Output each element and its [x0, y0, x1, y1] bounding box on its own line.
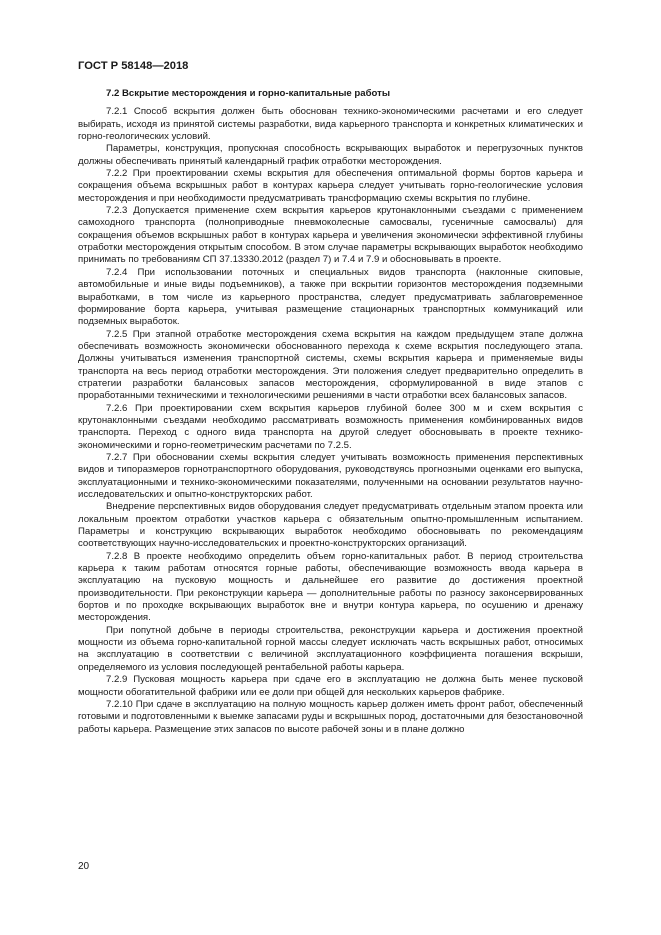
document-header: ГОСТ Р 58148—2018: [78, 60, 189, 72]
page-content: [78, 88, 583, 736]
page-number: 20: [78, 861, 90, 872]
paragraph: Параметры, конструкция, пропускная способность вскрывающих выработок и перегрузочных пунктов должны обеспечивать принятый календарный график отработки месторождения.: [78, 143, 583, 167]
paragraph: 7.2.5 При этапной отработке месторождения схема вскрытия на каждом предыдущем этапе должна обеспечивать возможность экономически обоснованного перехода к схеме вскрытия последующего этапа. Должны учитываться изменения транспортной системы, схемы вскрытия карьера и применяемые виды транспорта на весь период отработки месторождения. Эти положения следует предварительно определить в стратегии разработки балансовых запасов месторождения, сформулированной в виде этапов с проработанными техническими и технологическими решениями в части отработки всех балансовых запасов.: [78, 328, 583, 402]
paragraph: 7.2.3 Допускается применение схем вскрытия карьеров крутонаклонными съездами с применением самоходного транспорта (полноприводные пневмоколесные самосвалы, гусеничные самосвалы) для сокращения объемов вскрышных работ в контурах карьера и увеличения экономически эффективной глубины отработки месторождения открытым способом. В этом случае параметры вскрывающих выработок необходимо принимать по требованиям СП 37.13330.2012 (раздел 7) и 7.4 и 7.9 и обосновывать в проекте.: [78, 205, 583, 266]
section-title: 7.2 Вскрытие месторождения и горно-капитальные работы: [106, 88, 391, 99]
paragraph: 7.2.1 Способ вскрытия должен быть обоснован технико-экономическими расчетами и его следует выбирать, исходя из принятой системы разработки, вида карьерного транспорта и конкретных климатических и горно-геологических условий.: [78, 106, 583, 143]
paragraph: Внедрение перспективных видов оборудования следует предусматривать отдельным этапом проекта или локальным проектом отработки участков карьера с обязательным опытно-промышленным испытанием. Параметры и конструкцию вскрывающих выработок необходимо обосновывать по рекомендациям соответствующих научно-исследовательских и проектно-конструкторских организаций.: [78, 501, 583, 550]
paragraph: 7.2.4 При использовании поточных и специальных видов транспорта (наклонные скиповые, автомобильные и иные виды подъемников), а также при вскрытии горизонтов месторождения подземными выработками, в том числе из карьерного пространства, следует предусматривать заблаговременное формирование борта карьера, учитывая размещение стационарных транспортных коммуникаций или подземных выработок.: [78, 266, 583, 328]
paragraph: 7.2.8 В проекте необходимо определить объем горно-капитальных работ. В период строительства карьера к таким работам относятся горные работы, обеспечивающие возможность ввода карьера в эксплуатацию на пусковую мощность и дальнейшее его развитие до достижения проектной производительности. При реконструкции карьера — дополнительные работы по разносу законсервированных бортов и по проходке вскрывающих выработок вне и внутри контура карьера, по осушению и дренажу месторождения.: [78, 550, 583, 624]
paragraph: 7.2.7 При обосновании схемы вскрытия следует учитывать возможность применения перспективных видов и типоразмеров горнотранспортного оборудования, руководствуясь прогнозными оценками его выпуска, эксплуатационными и технико-экономическими показателями, полученными на основании результатов научно-исследовательских и опытно-конструкторских работ.: [78, 451, 583, 500]
paragraph: 7.2.10 При сдаче в эксплуатацию на полную мощность карьер должен иметь фронт работ, обеспеченный готовыми и подготовленными к выемке запасами руды и вскрышных пород, достаточными для безостановочной работы карьера. Размещение этих запасов по высоте рабочей зоны и в плане должно: [78, 698, 583, 735]
paragraph: 7.2.9 Пусковая мощность карьера при сдаче его в эксплуатацию не должна быть менее пусковой мощности обогатительной фабрики или ее доли при общей для нескольких карьеров фабрике.: [78, 674, 583, 698]
paragraph: 7.2.2 При проектировании схемы вскрытия для обеспечения оптимальной формы бортов карьера и сокращения объема вскрышных работ в контурах карьера следует учитывать горно-геологические условия месторождения и при необходимости предусматривать трансформацию схемы вскрытия по глубине.: [78, 168, 583, 204]
paragraph: При попутной добыче в периоды строительства, реконструкции карьера и достижения проектной мощности из объема горно-капитальной горной массы следует исключать часть вскрышных работ, относимых на эксплуатацию в соответствии с величиной эксплуатационного коэффициента погашения вскрыши, определяемого из условия последующей рентабельной работы карьера.: [78, 624, 583, 673]
paragraph: 7.2.6 При проектировании схем вскрытия карьеров глубиной более 300 м и схем вскрытия с крутонаклонными съездами необходимо рассматривать возможность применения комбинированных видов транспорта. Переход с одного вида транспорта на другой следует обосновывать в проекте технико-экономическими и горно-геометрическим расчетами по 7.2.5.: [78, 402, 583, 451]
